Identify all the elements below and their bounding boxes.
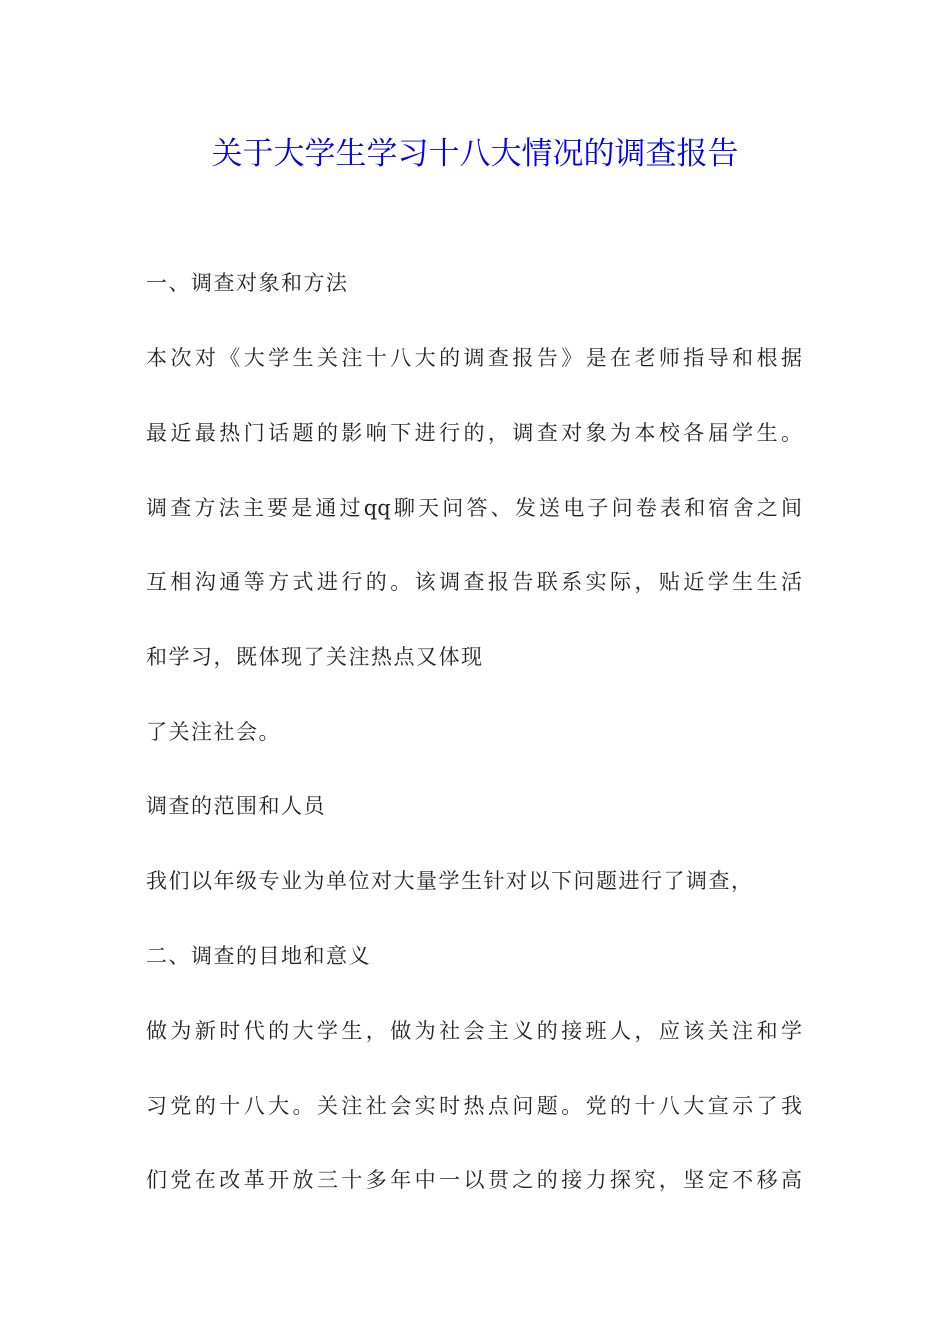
paragraph-line: 做为新时代的大学生，做为社会主义的接班人，应该关注和学 [146,1019,802,1043]
paragraph-line: 我们以年级专业为单位对大量学生针对以下问题进行了调查， [146,869,754,893]
paragraph-line: 习党的十八大。关注社会实时热点问题。党的十八大宣示了我 [146,1094,802,1118]
paragraph-line: 和学习，既体现了关注热点又体现 [146,645,484,669]
section-heading-1: 一、调查对象和方法 [146,271,349,295]
paragraph-line: 互相沟通等方式进行的。该调查报告联系实际，贴近学生生活 [146,570,802,594]
paragraph-line: 们党在改革开放三十多年中一以贯之的接力探究，坚定不移高 [146,1168,802,1192]
paragraph-line: 调查方法主要是通过qq聊天问答、发送电子问卷表和宿舍之间 [146,496,802,520]
paragraph-line: 最近最热门话题的影响下进行的，调查对象为本校各届学生。 [146,421,802,445]
subheading-line: 调查的范围和人员 [146,794,326,818]
section-heading-2: 二、调查的目地和意义 [146,944,371,968]
document-title: 关于大学生学习十八大情况的调查报告 [211,136,739,172]
paragraph-line: 了关注社会。 [146,720,281,744]
paragraph-line: 本次对《大学生关注十八大的调查报告》是在老师指导和根据 [146,346,802,370]
